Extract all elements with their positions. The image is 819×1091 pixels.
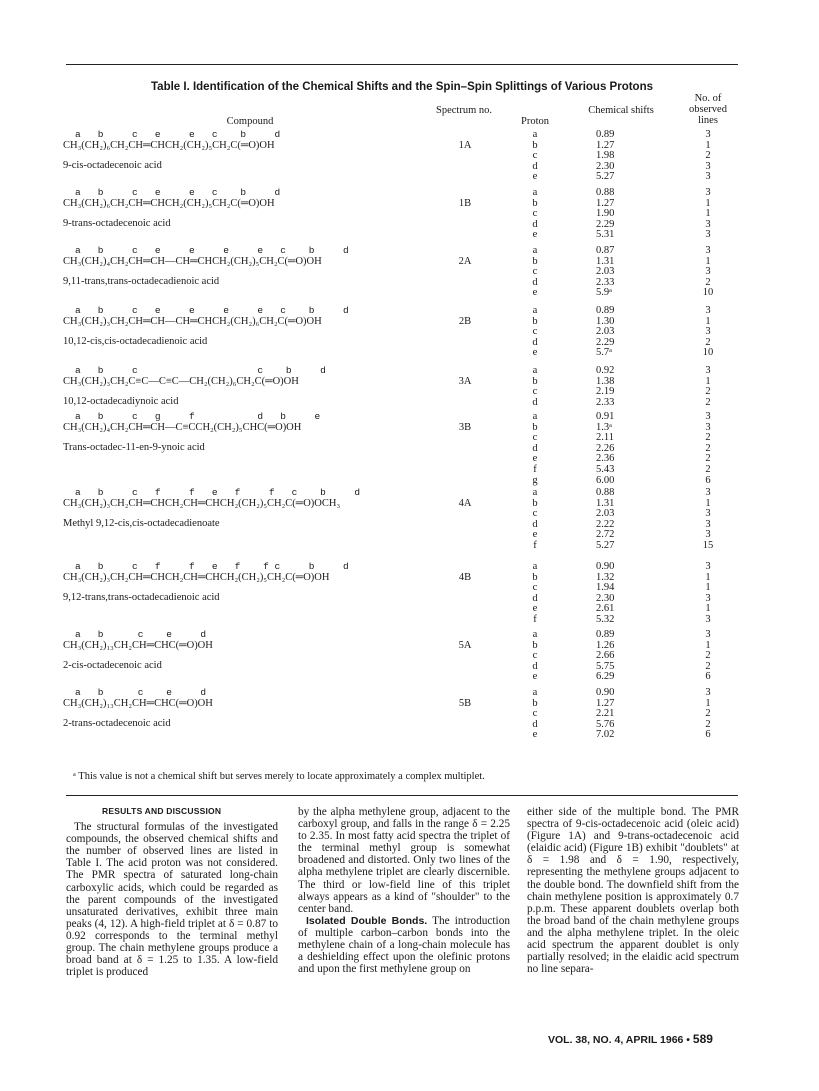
proton-list: a b c d e f xyxy=(532,487,538,551)
compound-formula: CH₃(CH₂)₁₃CH₂CH═CHC(═O)OH xyxy=(63,640,213,651)
shift-list: 0.90 1.27 2.21 5.76 7.02 xyxy=(596,687,615,741)
subsection-heading: Isolated Double Bonds. xyxy=(306,914,428,927)
section-heading: RESULTS AND DISCUSSION xyxy=(102,806,222,816)
proton-labels: a b c g f d b e xyxy=(75,411,321,422)
header-spectrum: Spectrum no. xyxy=(436,105,492,116)
column-2-text-b-body: The introduction of multiple carbon–carbon bonds into the methylene chain of a long-chain molecule has a deshielding effect upon the olefinic protons and upon the first methylene group on xyxy=(298,914,510,976)
line-count-list: 3 1 2 2 6 xyxy=(705,629,711,683)
compound-name: 2-trans-octadecenoic acid xyxy=(63,718,171,729)
column-3 xyxy=(527,806,739,975)
line-count-list: 3 1 2 3 3 xyxy=(705,129,711,183)
spectrum-number: 5A xyxy=(458,640,472,651)
spectrum-number: 3A xyxy=(458,376,472,387)
page-number: 589 xyxy=(692,1032,713,1046)
compound-name: Methyl 9,12-cis,cis-octadecadienoate xyxy=(63,518,220,529)
top-rule xyxy=(66,64,738,65)
proton-list: a b c d e xyxy=(532,187,538,241)
compound-formula: CH₃(CH₂)₆CH₂CH═CHCH₂(CH₂)₅CH₂C(═O)OH xyxy=(63,198,275,209)
compound-name: Trans-octadec-11-en-9-ynoic acid xyxy=(63,442,205,453)
compound-name: 10,12-octadecadiynoic acid xyxy=(63,396,179,407)
shift-list: 0.87 1.31 2.03 2.33 5.9ᵃ xyxy=(596,245,615,299)
shift-list: 0.89 1.27 1.98 2.30 5.27 xyxy=(596,129,615,183)
proton-labels: a b c e d xyxy=(75,687,207,698)
line-count-list: 3 1 3 2 10 xyxy=(702,245,714,299)
spectrum-number: 4B xyxy=(458,572,472,583)
spectrum-number: 4A xyxy=(458,498,472,509)
proton-list: a b c d e f xyxy=(532,561,538,625)
compound-name: 2-cis-octadecenoic acid xyxy=(63,660,162,671)
compound-formula: CH₃(CH₂)₄CH₂CH═CH—CH═CHCH₂(CH₂)₅CH₂C(═O)OH xyxy=(63,256,322,267)
header-chemical-shifts: Chemical shifts xyxy=(588,105,654,116)
proton-list: a b c d e xyxy=(532,129,538,183)
proton-list: a b c d e xyxy=(532,629,538,683)
journal-issue: VOL. 38, NO. 4, APRIL 1966 • xyxy=(548,1034,690,1046)
proton-labels: a b c e e c b d xyxy=(75,129,281,140)
compound-formula: CH₃(CH₂)₃CH₂CH═CHCH₂CH═CHCH₂(CH₂)₅CH₂C(═O)OH xyxy=(63,572,330,583)
compound-name: 9-trans-octadecenoic acid xyxy=(63,218,171,229)
shift-list: 0.89 1.30 2.03 2.29 5.7ᵃ xyxy=(596,305,615,359)
compound-name: 10,12-cis,cis-octadecadienoic acid xyxy=(63,336,208,347)
spectrum-number: 2A xyxy=(458,256,472,267)
line-count-list: 3 1 2 2 6 xyxy=(705,687,711,741)
shift-list: 0.92 1.38 2.19 2.33 xyxy=(596,365,615,408)
proton-labels: a b c f f e f f c b d xyxy=(75,487,361,498)
compound-formula: CH₃(CH₂)₆CH₂CH═CHCH₂(CH₂)₅CH₂C(═O)OH xyxy=(63,140,275,151)
line-count-list: 3 1 1 3 3 xyxy=(705,187,711,241)
bottom-rule xyxy=(66,795,738,796)
proton-list: a b c d e xyxy=(532,305,538,359)
proton-list: a b c d e f g xyxy=(532,411,538,486)
table-footnote: ᵃ This value is not a chemical shift but serves merely to locate approximately a complex multiplet. xyxy=(73,771,485,782)
compound-formula: CH₃(CH₂)₃CH₂CH═CH—CH═CHCH₂(CH₂)₆CH₂C(═O)OH xyxy=(63,316,322,327)
column-1-text: The structural formulas of the investigated compounds, the observed chemical shifts and the number of observed lines are listed in Table I. The acid proton was not considered. The PMR spectra of saturated long-chain carboxylic acids, which could be regarded as the parent compounds of the investigated unsaturated derivatives, exhibit three main peaks (4, 12). A high-field triplet at δ = 0.87 to 0.92 corresponds to the terminal methyl group. The chain methylene groups produce a broad band at δ = 1.25 to 1.35. A low-field triplet is produced xyxy=(66,821,278,979)
header-proton: Proton xyxy=(520,116,549,127)
proton-labels: a b c f f e f f c b d xyxy=(75,561,349,572)
header-observed-lines: No. of observed lines xyxy=(689,93,727,126)
compound-name: 9,11-trans,trans-octadecadienoic acid xyxy=(63,276,220,287)
column-2-text-b xyxy=(298,915,510,975)
proton-list: a b c d e xyxy=(532,687,538,741)
spectrum-number: 3B xyxy=(458,422,472,433)
table-caption: Table I. Identification of the Chemical Shifts and the Spin–Spin Splittings of Various Protons xyxy=(151,81,653,93)
page-footer xyxy=(548,1032,713,1046)
proton-labels: a b c e e e e c b d xyxy=(75,245,349,256)
proton-list: a b c d e xyxy=(532,245,538,299)
column-1 xyxy=(66,805,278,978)
spectrum-number: 1A xyxy=(458,140,472,151)
line-count-list: 3 1 3 3 3 15 xyxy=(702,487,714,551)
compound-formula: CH₃(CH₂)₄CH₂CH═CH—C≡CCH₂(CH₂)₅CHC(═O)OH xyxy=(63,422,302,433)
compound-name: 9,12-trans,trans-octadecadienoic acid xyxy=(63,592,220,603)
compound-formula: CH₃(CH₂)₃CH₂CH═CHCH₂CH═CHCH₂(CH₂)₅CH₂C(═O)OCH₃ xyxy=(63,498,341,509)
column-3-text: either side of the multiple bond. The PMR spectra of 9-cis-octadecenoic acid (oleic acid) (Figure 1A) and 9-trans-octadecenoic acid (elaidic acid) (Figure 1B) exhibit "doublets" at δ = 1.98 and δ = 1.90, respectively, representing the methylene groups adjacent to the double bond. The downfield shift from the chain methylene position is approximately 0.7 p.p.m. These apparent doublets overlap both the broad band of the chain methylene groups and the alpha methylene triplet. In the oleic acid spectrum the apparent doublet is only partially resolved; in the elaidic acid spectrum no line separa- xyxy=(527,806,739,976)
column-2 xyxy=(298,806,510,975)
proton-labels: a b c e d xyxy=(75,629,207,640)
line-count-list: 3 1 2 2 xyxy=(705,365,711,408)
line-count-list: 3 1 3 2 10 xyxy=(702,305,714,359)
line-count-list: 3 3 2 2 2 2 6 xyxy=(705,411,711,486)
proton-labels: a b c c b d xyxy=(75,365,326,376)
compound-formula: CH₃(CH₂)₃CH₂C≡C—C≡C—CH₂(CH₂)₆CH₂C(═O)OH xyxy=(63,376,299,387)
column-2-text-a: by the alpha methylene group, adjacent to the carboxyl group, and falls in the range δ = 2.25 to 2.35. In most fatty acid spectra the triplet of the terminal methyl group is somewhat broadened and distorted. Only two lines of the alpha methylene triplet are clearly discernible. The third or low-field line of this triplet always appears as a kind of "shoulder" to the center band. xyxy=(298,806,510,915)
shift-list: 0.91 1.3ᵃ 2.11 2.26 2.36 5.43 6.00 xyxy=(596,411,615,486)
proton-labels: a b c e e e e c b d xyxy=(75,305,349,316)
header-compound: Compound xyxy=(226,116,274,127)
proton-labels: a b c e e c b d xyxy=(75,187,281,198)
shift-list: 0.88 1.31 2.03 2.22 2.72 5.27 xyxy=(596,487,615,551)
compound-formula: CH₃(CH₂)₁₃CH₂CH═CHC(═O)OH xyxy=(63,698,213,709)
shift-list: 0.90 1.32 1.94 2.30 2.61 5.32 xyxy=(596,561,615,625)
spectrum-number: 5B xyxy=(458,698,472,709)
line-count-list: 3 1 1 3 1 3 xyxy=(705,561,711,625)
compound-name: 9-cis-octadecenoic acid xyxy=(63,160,162,171)
shift-list: 0.88 1.27 1.90 2.29 5.31 xyxy=(596,187,615,241)
proton-list: a b c d xyxy=(532,365,538,408)
spectrum-number: 2B xyxy=(458,316,472,327)
shift-list: 0.89 1.26 2.66 5.75 6.29 xyxy=(596,629,615,683)
spectrum-number: 1B xyxy=(458,198,472,209)
